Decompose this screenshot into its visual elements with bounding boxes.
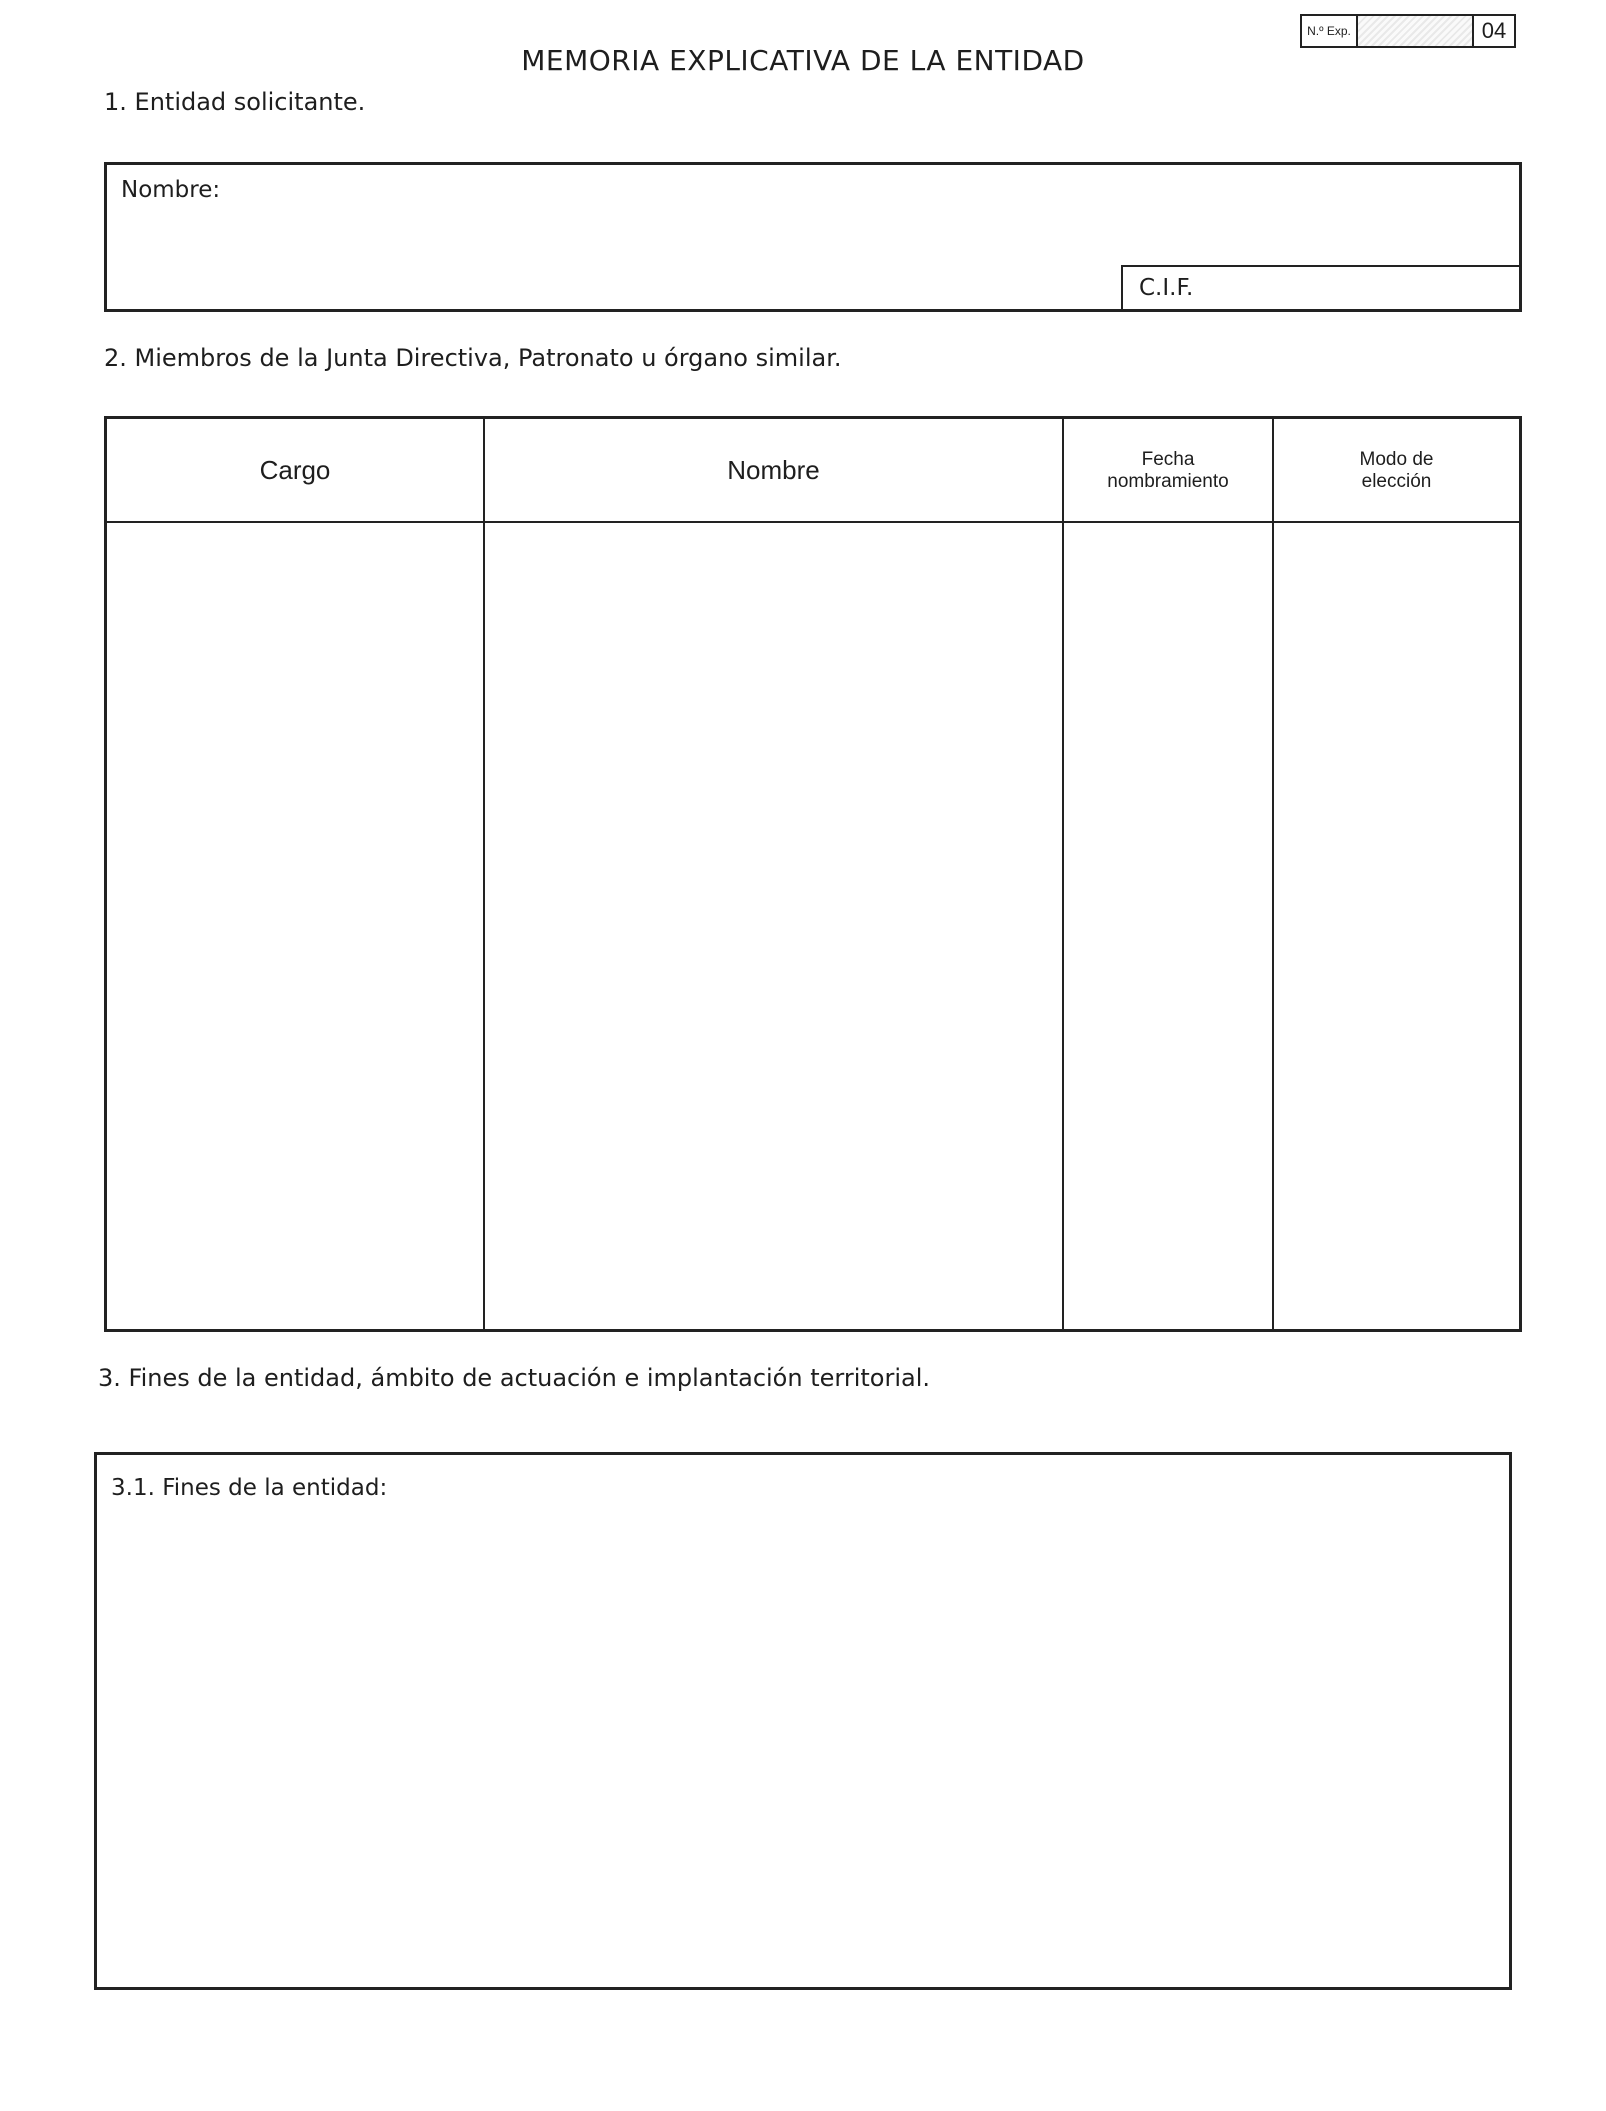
fines-field[interactable]: [94, 1452, 1512, 1990]
section2-heading: 2. Miembros de la Junta Directiva, Patronato u órgano similar.: [104, 344, 842, 372]
expediente-label: N.º Exp.: [1302, 16, 1358, 46]
nombre-cell[interactable]: [485, 523, 1062, 1329]
members-table: [104, 416, 1522, 1332]
column-header-cargo: Cargo: [259, 455, 331, 486]
cargo-cell[interactable]: [107, 523, 483, 1329]
entity-name-field[interactable]: [104, 162, 1522, 312]
column-header-nombre: Nombre: [727, 455, 820, 486]
column-header-modo-eleccion: Modo de elección: [1359, 449, 1434, 492]
fecha-nombramiento-cell[interactable]: [1064, 523, 1272, 1329]
page-title: MEMORIA EXPLICATIVA DE LA ENTIDAD: [521, 44, 1085, 77]
cif-label: C.I.F.: [1139, 275, 1194, 301]
expediente-number-field[interactable]: [1358, 16, 1472, 46]
expediente-box: [1300, 14, 1516, 48]
modo-eleccion-cell[interactable]: [1274, 523, 1519, 1329]
expediente-code: 04: [1472, 16, 1514, 46]
cif-field[interactable]: [1121, 265, 1519, 309]
section1-heading: 1. Entidad solicitante.: [104, 88, 366, 116]
column-header-fecha-nombramiento: Fecha nombramiento: [1107, 449, 1229, 492]
fines-label: 3.1. Fines de la entidad:: [111, 1475, 388, 1501]
nombre-label: Nombre:: [121, 177, 221, 203]
section3-heading: 3. Fines de la entidad, ámbito de actuación e implantación territorial.: [98, 1364, 930, 1392]
